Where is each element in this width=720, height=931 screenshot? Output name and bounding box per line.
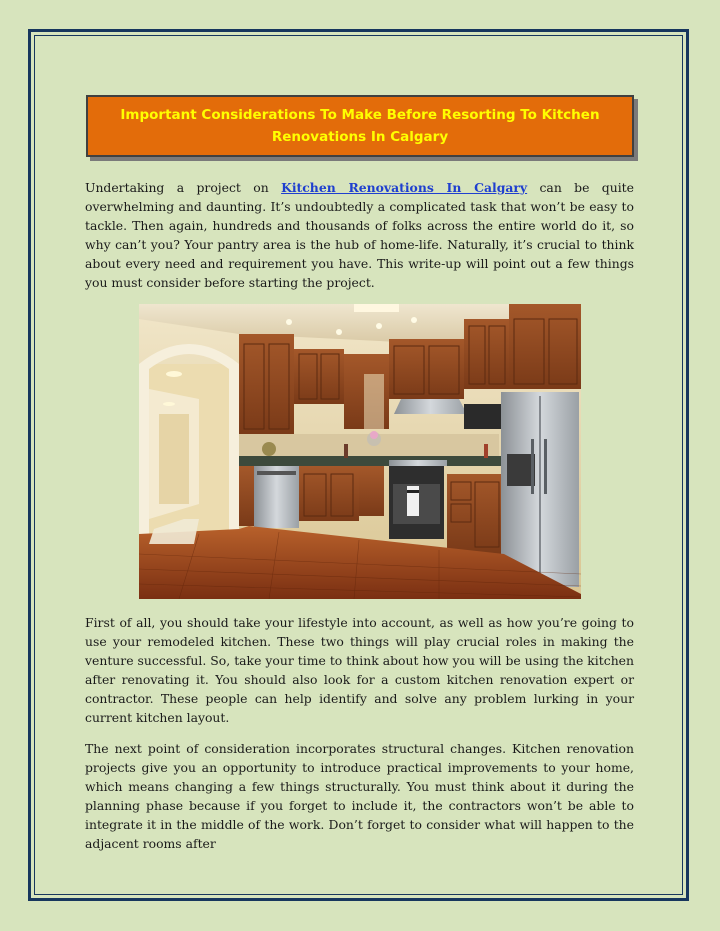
page-title: Important Considerations To Make Before Resorting To Kitchen Renovations In Calgary [120, 107, 600, 145]
kitchen-renovations-link[interactable]: Kitchen Renovations In Calgary [281, 180, 528, 195]
paragraph-lifestyle: First of all, you should take your lifestyle into account, as well as how you’re going to use your remodeled kitchen. These two things will play crucial roles in making the venture successful. So, take your time to think about how you will be using the kitchen after renovating it. You should also look for a custom kitchen renovation expert or contractor. These people can help identify and solve any problem lurking in your current kitchen layout. [85, 615, 634, 725]
intro-text-before-link: Undertaking a project on [85, 180, 282, 195]
title-banner [86, 95, 634, 157]
paragraph-intro [85, 178, 634, 292]
kitchen-photo [139, 304, 581, 599]
paragraph-structural: The next point of consideration incorporates structural changes. Kitchen renovation projects give you an opportunity to introduce practical improvements to your home, which means changing a few things structurally. You must think about it during the planning phase because if you forget to include it, the contractors won’t be able to integrate it in the middle of the work. Don’t forget to consider what will happen to the adjacent rooms after [85, 741, 634, 851]
intro-text-after-link: can be quite overwhelming and daunting. It’s undoubtedly a complicated task that won’t be easy to tackle. Then again, hundreds and thousands of folks across the entire world do it, so why can’t you? Your pantry area is the hub of home-life. Naturally, it’s crucial to think about every need and requirement you have. This write-up will point out a few things you must consider before starting the project. [85, 180, 634, 290]
